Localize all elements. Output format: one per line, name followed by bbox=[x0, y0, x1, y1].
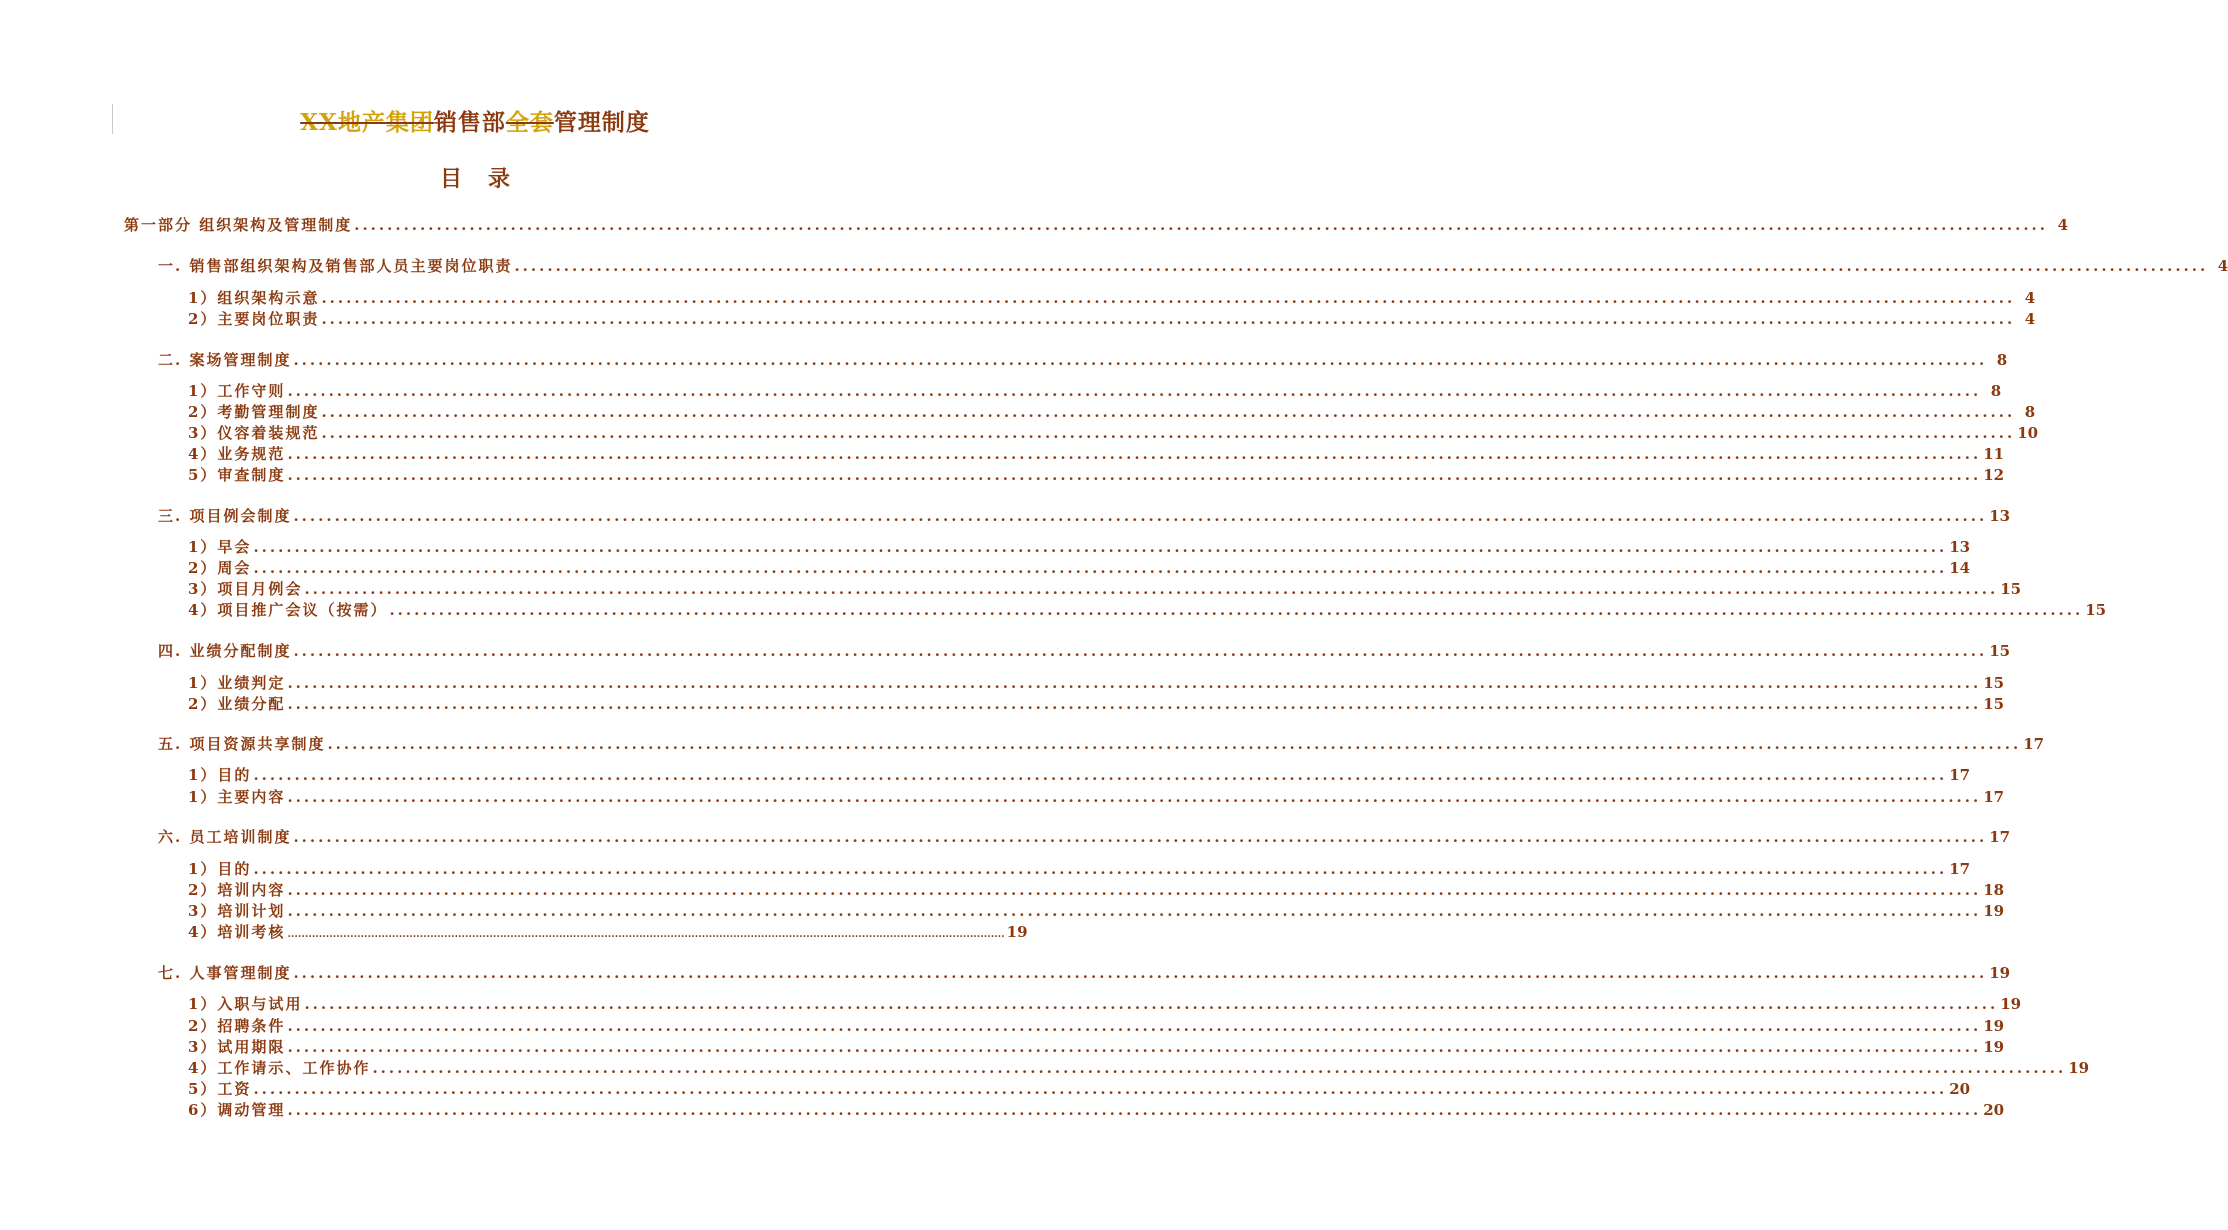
toc-page-number: 4 bbox=[2024, 310, 2036, 328]
toc-label: 1）目的 bbox=[188, 860, 252, 878]
title-rules: 管理制度 bbox=[553, 109, 650, 136]
title-department: 销售部 bbox=[433, 109, 506, 136]
toc-leader: .............................................................................................................................................................................................................. bbox=[293, 964, 1988, 982]
toc-page-number: 17 bbox=[1989, 828, 2011, 846]
toc-leader: .............................................................................................................................................................................................................. bbox=[293, 351, 1988, 369]
toc-leader: .............................................................................................................................................................................................................. bbox=[293, 642, 1988, 660]
toc-page-number: 13 bbox=[1949, 538, 1971, 556]
toc-page-number: 15 bbox=[1983, 695, 2005, 713]
toc-entry-subsection[interactable] bbox=[188, 859, 1971, 879]
toc-entry-subsection[interactable] bbox=[188, 1079, 1971, 1099]
toc-leader: .............................................................................................................................................................................................................. bbox=[293, 507, 1988, 525]
toc-leader: .............................................................................................................................................................................................................. bbox=[321, 310, 2016, 328]
toc-page-number: 19 bbox=[1006, 923, 1028, 941]
toc-leader: .............................................................................................................................................................................................................. bbox=[287, 445, 1982, 463]
toc-leader: .............................................................................................................................................................................................................. bbox=[321, 289, 2016, 307]
toc-entry-section[interactable] bbox=[158, 734, 2045, 754]
toc-leader: .............................................................................................................................................................................................................. bbox=[327, 735, 2022, 753]
toc-entry-subsection[interactable] bbox=[188, 765, 1971, 785]
toc-entry-subsection[interactable] bbox=[188, 558, 1971, 578]
toc-entry-subsection[interactable] bbox=[188, 1100, 2005, 1120]
toc-label: 二. 案场管理制度 bbox=[158, 351, 292, 369]
toc-leader: .............................................................................................................................................................................................................. bbox=[514, 257, 2209, 275]
toc-page-number: 19 bbox=[1983, 1038, 2005, 1056]
toc-label: 3）项目月例会 bbox=[188, 580, 303, 598]
toc-entry-section[interactable] bbox=[158, 641, 2011, 661]
toc-leader: .............................................................................................................................................................................................................. bbox=[372, 1059, 2067, 1077]
toc-entry-subsection[interactable] bbox=[188, 787, 2005, 807]
toc-entry-subsection[interactable] bbox=[188, 994, 2022, 1014]
toc-label: 5）审查制度 bbox=[188, 466, 286, 484]
toc-label: 四. 业绩分配制度 bbox=[158, 642, 292, 660]
toc-page-number: 14 bbox=[1949, 559, 1971, 577]
toc-label: 4）培训考核 bbox=[188, 923, 286, 941]
toc-entry-section[interactable] bbox=[158, 827, 2011, 847]
toc-entry-subsection[interactable] bbox=[188, 288, 2036, 308]
toc-label: 3）培训计划 bbox=[188, 902, 286, 920]
toc-leader: .............................................................................................................................................................................................................. bbox=[389, 601, 2084, 619]
toc-entry-subsection[interactable] bbox=[188, 1058, 2090, 1078]
toc-leader: .............................................................................................................................................................................................................. bbox=[287, 1101, 1982, 1119]
toc-label: 6）调动管理 bbox=[188, 1101, 286, 1119]
toc-leader: .............................................................................................................................................................................................................. bbox=[253, 559, 1948, 577]
toc-entry-section[interactable] bbox=[158, 350, 2008, 370]
toc-label: 1）工作守则 bbox=[188, 382, 286, 400]
toc-page-number: 19 bbox=[1983, 902, 2005, 920]
toc-label: 一. 销售部组织架构及销售部人员主要岗位职责 bbox=[158, 257, 513, 275]
toc-entry-section[interactable] bbox=[158, 963, 2011, 983]
toc-page-number: 19 bbox=[1983, 1017, 2005, 1035]
toc-page-number: 4 bbox=[2024, 289, 2036, 307]
toc-page-number: 8 bbox=[1990, 382, 2002, 400]
toc-page-number: 15 bbox=[2000, 580, 2022, 598]
toc-page-number: 17 bbox=[1983, 788, 2005, 806]
toc-label: 2）周会 bbox=[188, 559, 252, 577]
toc-leader: .............................................................................................................................................................................................................. bbox=[253, 766, 1948, 784]
toc-entry-subsection[interactable] bbox=[188, 423, 2039, 443]
toc-label: 七. 人事管理制度 bbox=[158, 964, 292, 982]
toc-entry-subsection[interactable] bbox=[188, 694, 2005, 714]
toc-page-number: 8 bbox=[2024, 403, 2036, 421]
toc-label: 2）招聘条件 bbox=[188, 1017, 286, 1035]
toc-leader: .............................................................................................................................................................................................................. bbox=[293, 828, 1988, 846]
toc-page-number: 10 bbox=[2017, 424, 2039, 442]
toc-leader: .............................................................................................................................................................................................................. bbox=[287, 695, 1982, 713]
toc-entry-subsection[interactable] bbox=[188, 381, 2002, 401]
title-complete: 全套 bbox=[505, 109, 554, 136]
toc-leader: .............................................................................................................................................................................................................. bbox=[304, 995, 1999, 1013]
toc-label: 1）业绩判定 bbox=[188, 674, 286, 692]
toc-entry-part-1[interactable] bbox=[124, 215, 2069, 235]
toc-page-number: 8 bbox=[1996, 351, 2008, 369]
toc-page-number: 15 bbox=[2085, 601, 2107, 619]
toc-label: 1）早会 bbox=[188, 538, 252, 556]
toc-page-number: 19 bbox=[1989, 964, 2011, 982]
toc-label: 五. 项目资源共享制度 bbox=[158, 735, 326, 753]
toc-entry-subsection[interactable] bbox=[188, 901, 2005, 921]
toc-label: 2）考勤管理制度 bbox=[188, 403, 320, 421]
toc-label: 2）主要岗位职责 bbox=[188, 310, 320, 328]
toc-entry-subsection[interactable] bbox=[188, 402, 2036, 422]
toc-page-number: 18 bbox=[1983, 881, 2005, 899]
toc-entry-subsection[interactable] bbox=[188, 465, 2005, 485]
toc-label: 2）培训内容 bbox=[188, 881, 286, 899]
toc-leader: .............................................................................................................................................................................................................. bbox=[287, 881, 1982, 899]
toc-label: 3）仪容着装规范 bbox=[188, 424, 320, 442]
toc-page-number: 4 bbox=[2217, 257, 2228, 275]
toc-entry-subsection[interactable] bbox=[188, 309, 2036, 329]
toc-label: 第一部分 组织架构及管理制度 bbox=[124, 216, 353, 234]
toc-leader: .............................................................................................................................................................................................................. bbox=[354, 216, 2049, 234]
toc-leader: .............................................................................................................................................................................................................. bbox=[287, 929, 1005, 940]
toc-leader: .............................................................................................................................................................................................................. bbox=[287, 902, 1982, 920]
toc-leader: .............................................................................................................................................................................................................. bbox=[287, 382, 1982, 400]
toc-entry-subsection[interactable] bbox=[188, 600, 2107, 620]
toc-entry-subsection[interactable] bbox=[188, 579, 2022, 599]
toc-page-number: 19 bbox=[2068, 1059, 2090, 1077]
toc-page-number: 15 bbox=[1983, 674, 2005, 692]
toc-label: 4）工作请示、工作协作 bbox=[188, 1059, 371, 1077]
toc-leader: .............................................................................................................................................................................................................. bbox=[253, 538, 1948, 556]
toc-page-number: 4 bbox=[2057, 216, 2069, 234]
toc-label: 1）主要内容 bbox=[188, 788, 286, 806]
toc-entry-section[interactable] bbox=[158, 256, 2228, 276]
document-title bbox=[0, 104, 950, 137]
toc-label: 5）工资 bbox=[188, 1080, 252, 1098]
toc-label: 2）业绩分配 bbox=[188, 695, 286, 713]
toc-leader: .............................................................................................................................................................................................................. bbox=[287, 466, 1982, 484]
toc-label: 3）试用期限 bbox=[188, 1038, 286, 1056]
toc-page-number: 13 bbox=[1989, 507, 2011, 525]
toc-leader: .............................................................................................................................................................................................................. bbox=[304, 580, 1999, 598]
toc-leader: .............................................................................................................................................................................................................. bbox=[287, 1038, 1982, 1056]
toc-page-number: 17 bbox=[2023, 735, 2045, 753]
toc-page-number: 17 bbox=[1949, 860, 1971, 878]
toc-page-number: 17 bbox=[1949, 766, 1971, 784]
toc-label: 1）目的 bbox=[188, 766, 252, 784]
toc-page-number: 20 bbox=[1949, 1080, 1971, 1098]
toc-entry-section[interactable] bbox=[158, 506, 2011, 526]
toc-label: 三. 项目例会制度 bbox=[158, 507, 292, 525]
toc-leader: .............................................................................................................................................................................................................. bbox=[287, 788, 1982, 806]
toc-page-number: 20 bbox=[1983, 1101, 2005, 1119]
toc-label: 4）项目推广会议（按需） bbox=[188, 601, 388, 619]
toc-leader: .............................................................................................................................................................................................................. bbox=[287, 674, 1982, 692]
toc-leader: .............................................................................................................................................................................................................. bbox=[321, 424, 2016, 442]
toc-page-number: 11 bbox=[1983, 445, 2005, 463]
toc-page-number: 15 bbox=[1989, 642, 2011, 660]
toc-entry-subsection[interactable] bbox=[188, 922, 1028, 942]
toc-leader: .............................................................................................................................................................................................................. bbox=[253, 860, 1948, 878]
toc-label: 1）组织架构示意 bbox=[188, 289, 320, 307]
toc-label: 1）入职与试用 bbox=[188, 995, 303, 1013]
toc-entry-subsection[interactable] bbox=[188, 444, 2005, 464]
toc-entry-subsection[interactable] bbox=[188, 1016, 2005, 1036]
toc-label: 六. 员工培训制度 bbox=[158, 828, 292, 846]
toc-label: 4）业务规范 bbox=[188, 445, 286, 463]
toc-entry-subsection[interactable] bbox=[188, 673, 2005, 693]
toc-heading: 目录 bbox=[439, 166, 536, 192]
toc-leader: .............................................................................................................................................................................................................. bbox=[287, 1017, 1982, 1035]
title-company: XX地产集团 bbox=[300, 109, 434, 136]
toc-entry-subsection[interactable] bbox=[188, 537, 1971, 557]
toc-leader: .............................................................................................................................................................................................................. bbox=[253, 1080, 1948, 1098]
toc-entry-subsection[interactable] bbox=[188, 1037, 2005, 1057]
toc-entry-subsection[interactable] bbox=[188, 880, 2005, 900]
toc-leader: .............................................................................................................................................................................................................. bbox=[321, 403, 2016, 421]
toc-page-number: 12 bbox=[1983, 466, 2005, 484]
toc-page-number: 19 bbox=[2000, 995, 2022, 1013]
